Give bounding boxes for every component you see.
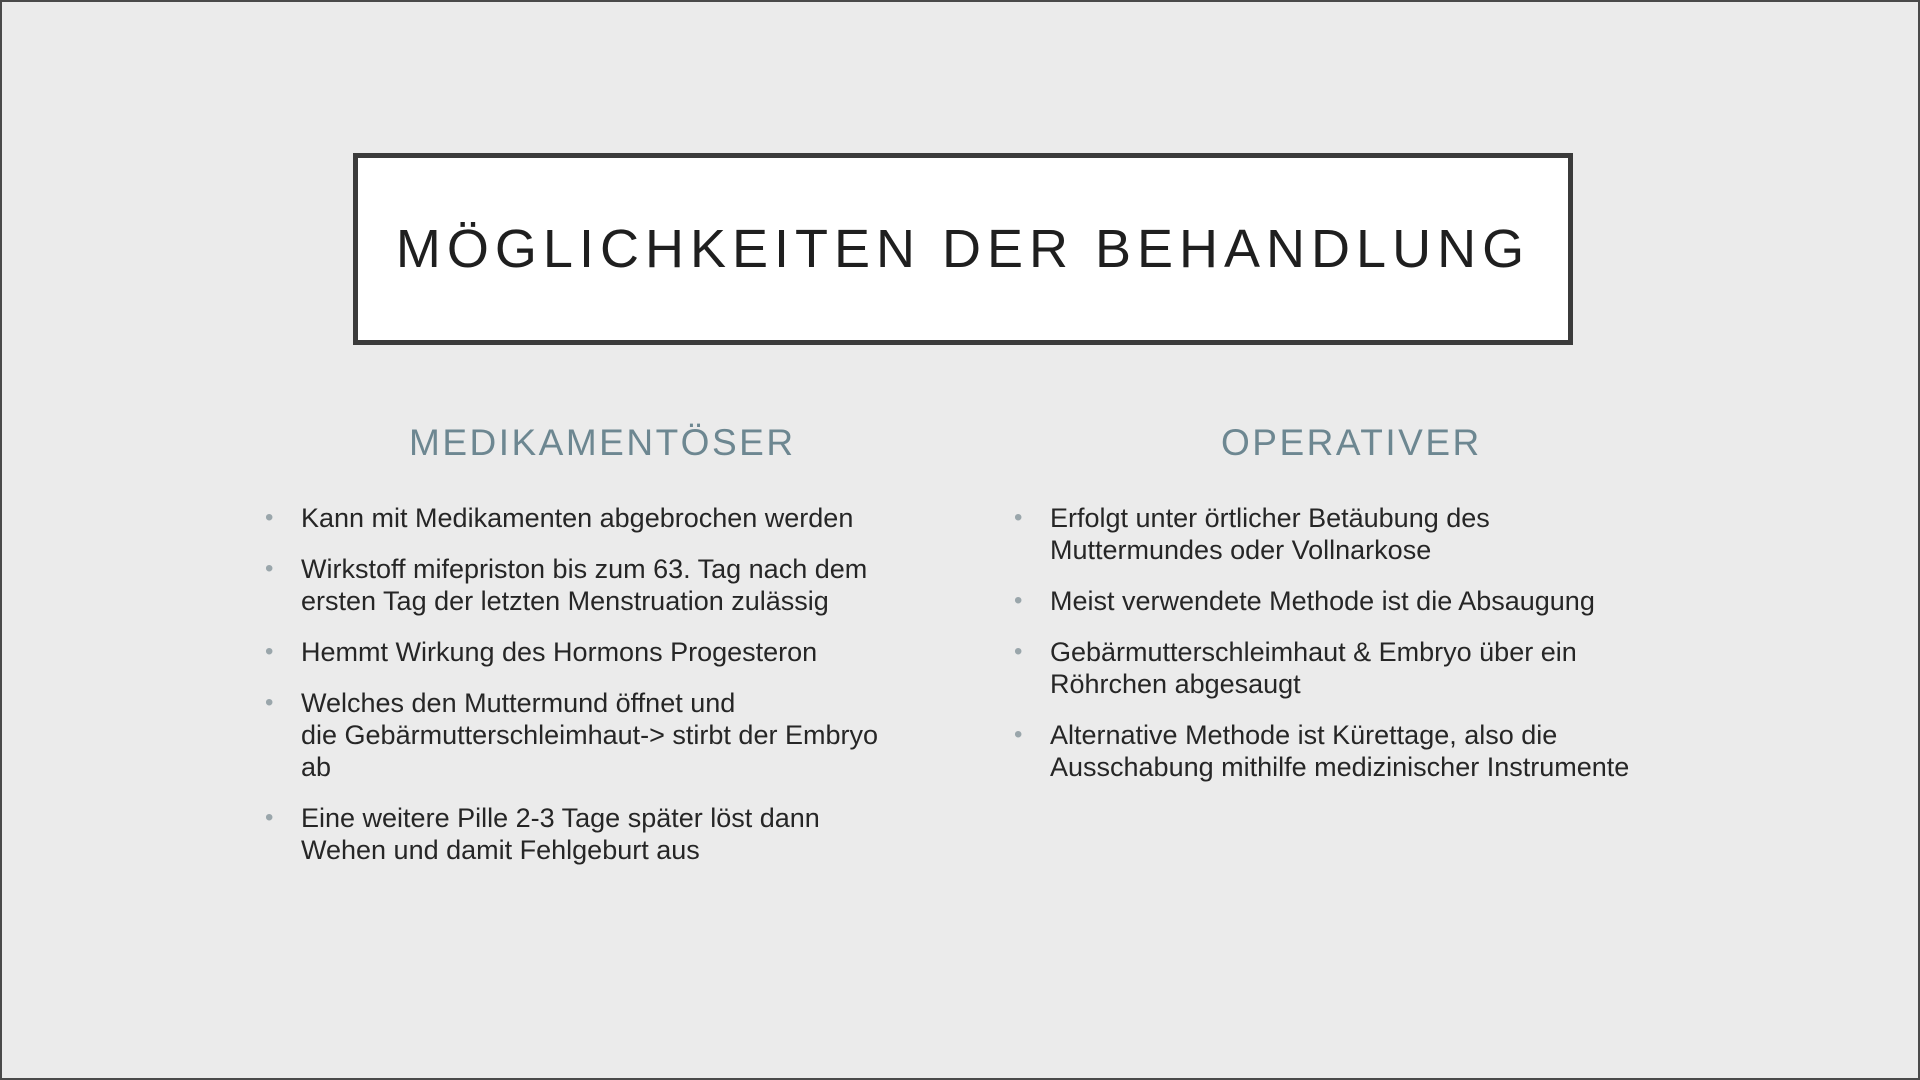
list-item-text: Erfolgt unter örtlicher Betäubung des Muttermundes oder Vollnarkose xyxy=(1050,503,1490,565)
list-item xyxy=(1014,585,1674,617)
left-column-heading: MEDIKAMENTÖSER xyxy=(409,422,796,463)
list-item-text: Gebärmutterschleimhaut & Embryo über ein Röhrchen abgesaugt xyxy=(1050,637,1577,699)
list-item xyxy=(1014,502,1674,566)
left-bullet-list xyxy=(265,502,925,885)
list-item-text: Alternative Methode ist Kürettage, also die Ausschabung mithilfe medizinischer Instrumente xyxy=(1050,720,1630,782)
bullet-dot-icon: • xyxy=(265,689,274,716)
right-column xyxy=(1014,422,1674,782)
left-column xyxy=(265,422,925,865)
list-item-text: Hemmt Wirkung des Hormons Progesteron xyxy=(301,637,818,667)
bullet-dot-icon: • xyxy=(265,638,274,665)
slide-title: MÖGLICHKEITEN DER BEHANDLUNG xyxy=(395,219,1531,279)
bullet-dot-icon: • xyxy=(1014,721,1023,748)
bullet-dot-icon: • xyxy=(1014,587,1023,614)
bullet-dot-icon: • xyxy=(265,804,274,831)
title-box xyxy=(353,153,1573,345)
list-item xyxy=(265,687,925,783)
right-bullet-list xyxy=(1014,502,1674,802)
list-item xyxy=(265,802,925,866)
list-item-text: Meist verwendete Methode ist die Absaugung xyxy=(1050,586,1595,616)
bullet-dot-icon: • xyxy=(265,555,274,582)
list-item xyxy=(265,636,925,668)
list-item xyxy=(1014,719,1674,783)
list-item-text: Eine weitere Pille 2-3 Tage später löst dann Wehen und damit Fehlgeburt aus xyxy=(301,803,820,865)
bullet-dot-icon: • xyxy=(1014,504,1023,531)
list-item xyxy=(1014,636,1674,700)
right-column-heading: OPERATIVER xyxy=(1221,422,1482,463)
bullet-dot-icon: • xyxy=(265,504,274,531)
list-item-text: Kann mit Medikamenten abgebrochen werden xyxy=(301,503,854,533)
list-item xyxy=(265,502,925,534)
list-item-text: Welches den Muttermund öffnet und die Gebärmutterschleimhaut-> stirbt der Embryo ab xyxy=(301,688,878,782)
list-item xyxy=(265,553,925,617)
list-item-text: Wirkstoff mifepriston bis zum 63. Tag nach dem ersten Tag der letzten Menstruation zulässig xyxy=(301,554,868,616)
bullet-dot-icon: • xyxy=(1014,638,1023,665)
